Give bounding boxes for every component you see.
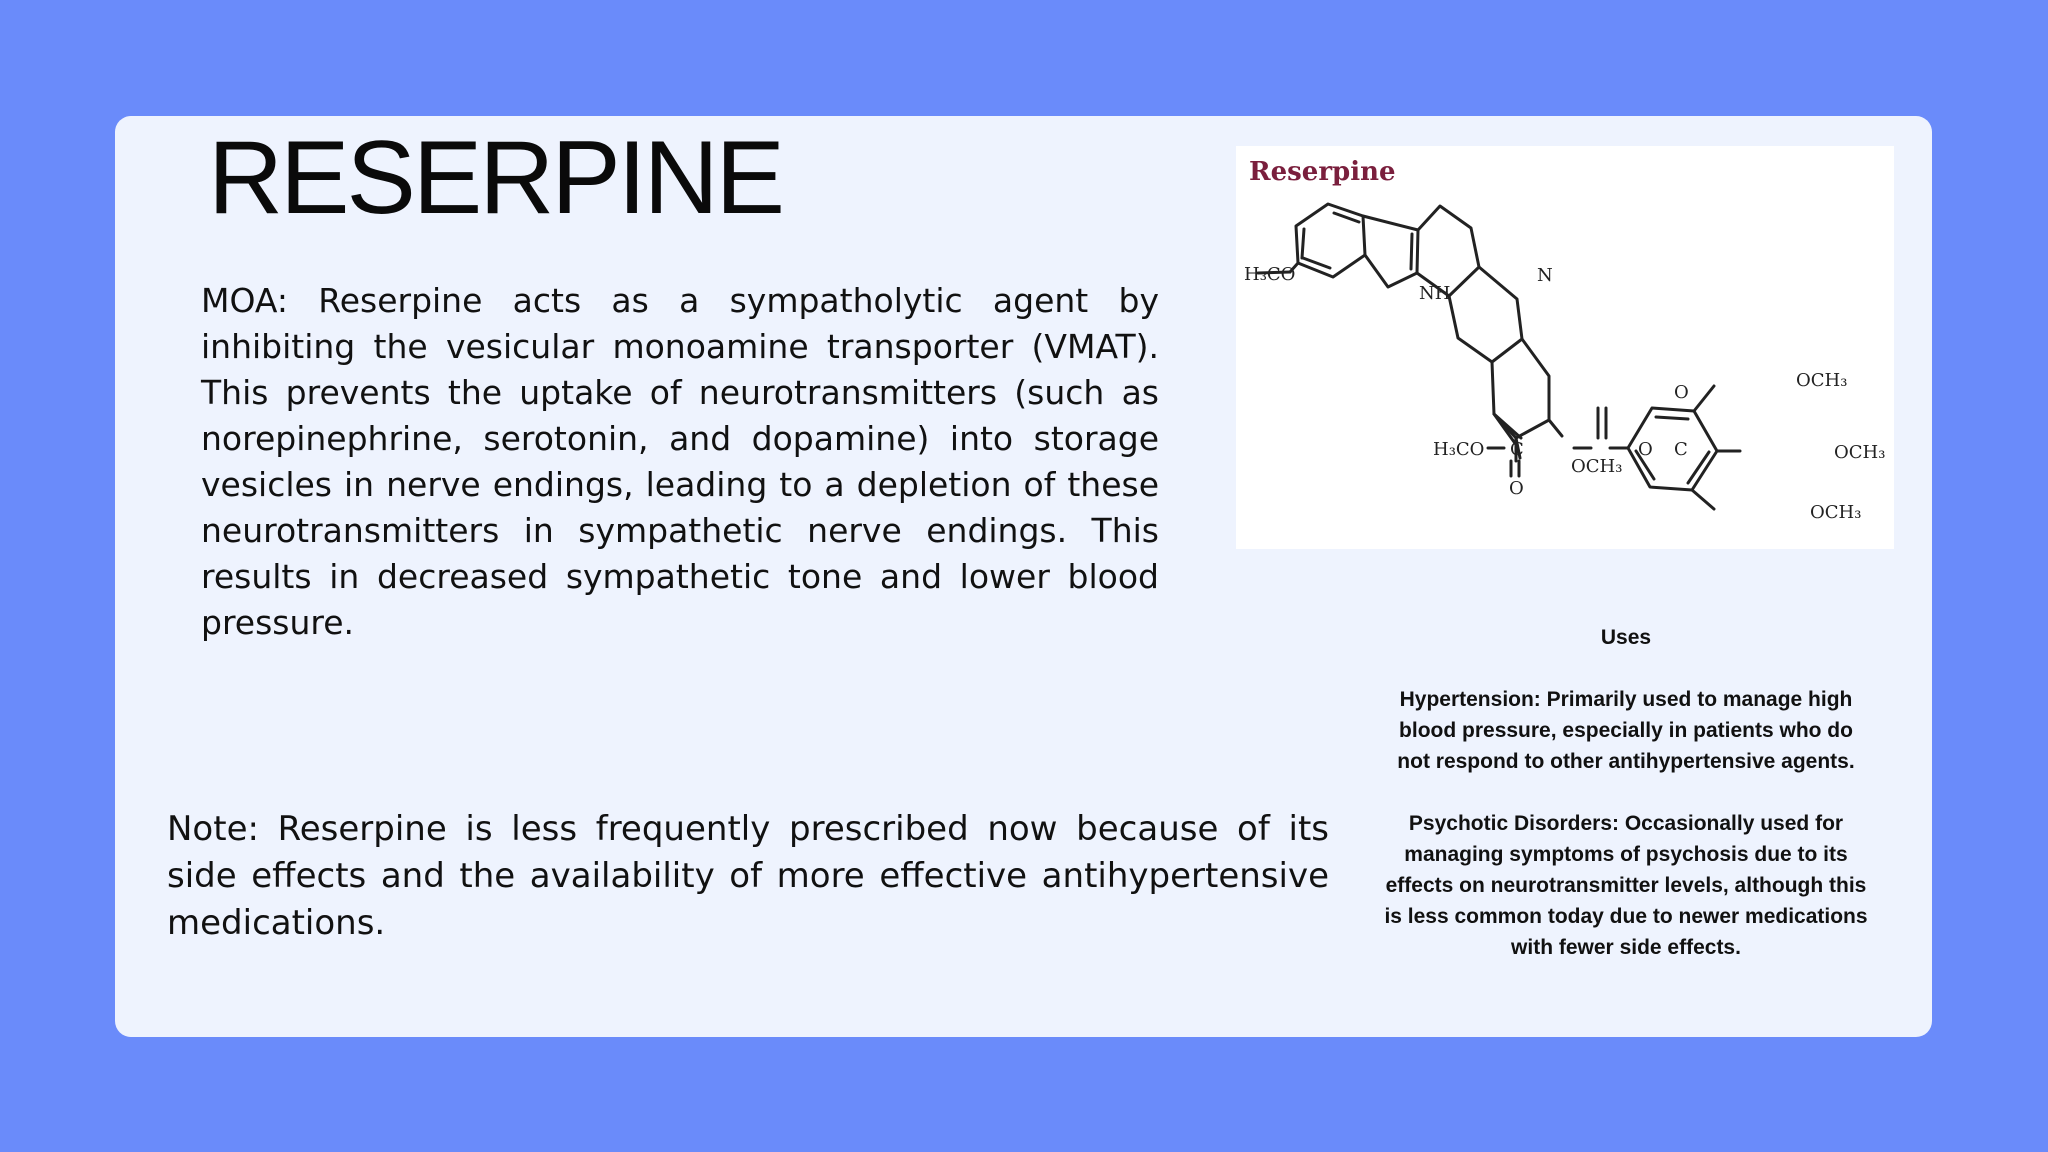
slide-title: RESERPINE <box>208 120 783 236</box>
moa-paragraph: MOA: Reserpine acts as a sympatholytic agent by inhibiting the vesicular monoamine transporter (VMAT). This prevents the uptake of neurotransmitters (such as norepinephrine, serotonin, and dopamine) into storage vesicles in nerve endings, leading to a depletion of these neurotransmitters in sympathetic nerve endings. This results in decreased sympathetic tone and lower blood pressure. <box>201 281 1159 642</box>
atom-nh: NH <box>1419 283 1451 304</box>
chemical-structure-diagram <box>1236 146 1894 549</box>
atom-och3-bottom: OCH₃ <box>1810 502 1862 523</box>
atom-h3co-ester: H₃CO <box>1433 439 1485 460</box>
uses-psychotic-disorders: Psychotic Disorders: Occasionally used for managing symptoms of psychosis due to its effects on neurotransmitter levels, although this is less common today due to newer medications with fewer side effects. <box>1384 812 1868 959</box>
atom-och3-mid: OCH₃ <box>1834 442 1886 463</box>
atom-o-link: O <box>1638 439 1653 460</box>
atom-c-ester: C <box>1510 439 1524 460</box>
atom-o-link-top: O <box>1674 382 1689 403</box>
atom-n: N <box>1537 265 1553 286</box>
benzene-ring <box>1296 204 1365 277</box>
uses-section <box>1380 622 1872 963</box>
uses-hypertension: Hypertension: Primarily used to manage high blood pressure, especially in patients who do not respond to other antihypertensive agents. <box>1397 688 1855 773</box>
atom-o-ester: O <box>1509 478 1524 499</box>
atom-och3-ring: OCH₃ <box>1571 456 1623 477</box>
figure-label: Reserpine <box>1249 157 1396 187</box>
pyrrole-ring <box>1363 216 1418 287</box>
note-paragraph: Note: Reserpine is less frequently prescribed now because of its side effects and the availability of more effective antihypertensive medications. <box>167 809 1329 943</box>
atom-h3co-left: H₃CO <box>1244 264 1296 285</box>
atom-och3-top: OCH₃ <box>1796 370 1848 391</box>
atom-c-link: C <box>1674 439 1688 460</box>
reserpine-structure-figure <box>1236 146 1894 549</box>
uses-heading: Uses <box>1600 626 1652 649</box>
